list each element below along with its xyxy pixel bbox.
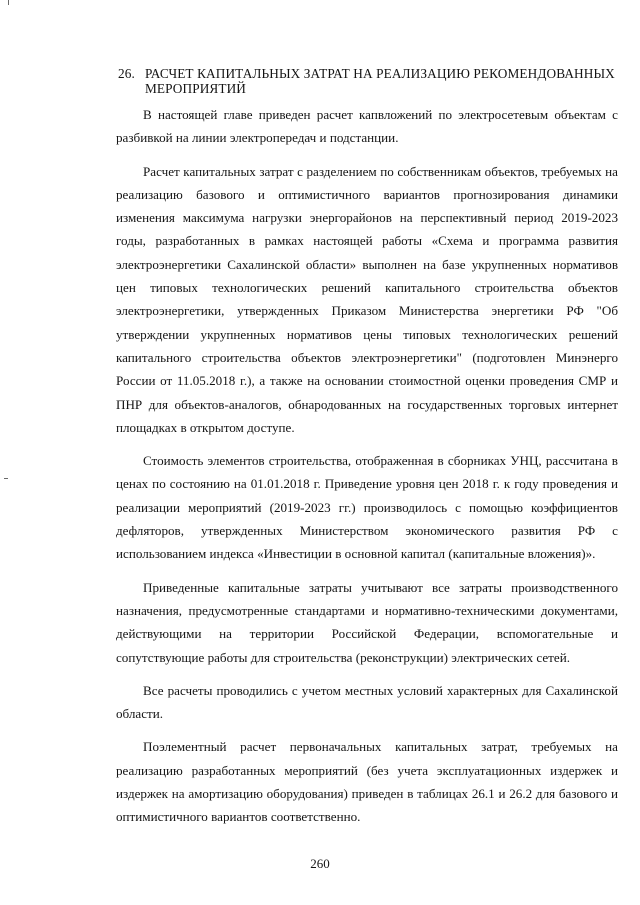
paragraph: Расчет капитальных затрат с разделением по собственникам объектов, требуемых на реализацию базового и оптимистичного вариантов прогнозирования динамики изменения максимума нагрузки энергорайонов на перспективный период 2019-2023 годы, разработанных в рамках настоящей работы «Схема и программа развития электроэнергетики Сахалинской области» выполнен на базе укрупненных нормативов цен типовых технологических решений капитального строительства объектов электроэнергетики, утвержденных Приказом Министерства энергетики РФ "Об утверждении укрупненных нормативов цены типовых технологических решений капитального строительства объектов электроэнергетики" (подготовлен Минэнерго России от 11.05.2018 г.), а также на основании стоимостной оценки проведения СМР и ПНР для объектов-аналогов, обнародованных на государственных торговых интернет площадках в открытом доступе. <box>116 163 618 435</box>
section-title: РАСЧЕТ КАПИТАЛЬНЫХ ЗАТРАТ НА РЕАЛИЗАЦИЮ РЕКОМЕНДОВАННЫХ МЕРОПРИЯТИЙ <box>145 66 615 96</box>
paragraph: Все расчеты проводились с учетом местных условий характерных для Сахалинской области. <box>116 682 618 722</box>
scan-mark-top <box>8 0 9 5</box>
section-number: 26. <box>118 66 135 81</box>
section-heading <box>118 66 618 96</box>
paragraph: Стоимость элементов строительства, отображенная в сборниках УНЦ, рассчитана в ценах по состоянию на 01.01.2018 г. Приведение уровня цен 2018 г. к году проведения и реализации мероприятий (2019-2023 гг.) производилось с помощью коэффициентов дефляторов, утвержденных Министерством экономического развития РФ с использованием индекса «Инвестиции в основной капитал (капитальные вложения)». <box>116 453 618 562</box>
paragraph: Приведенные капитальные затраты учитывают все затраты производственного назначения, предусмотренные стандартами и нормативно-техническими документами, действующими на территории Российской Федерации, вспомогательные и сопутствующие работы для строительства (реконструкции) электрических сетей. <box>116 579 618 665</box>
page-number: 260 <box>310 856 330 871</box>
paragraph: Поэлементный расчет первоначальных капитальных затрат, требуемых на реализацию разработанных мероприятий (без учета эксплуатационных издержек и издержек на амортизацию оборудования) приведен в таблицах 26.1 и 26.2 для базового и оптимистичного вариантов соответственно. <box>116 739 618 825</box>
body-text <box>116 103 618 839</box>
scan-mark-left <box>4 478 8 479</box>
paragraph: В настоящей главе приведен расчет капвложений по электросетевым объектам с разбивкой на линии электропередач и подстанции. <box>116 107 618 146</box>
